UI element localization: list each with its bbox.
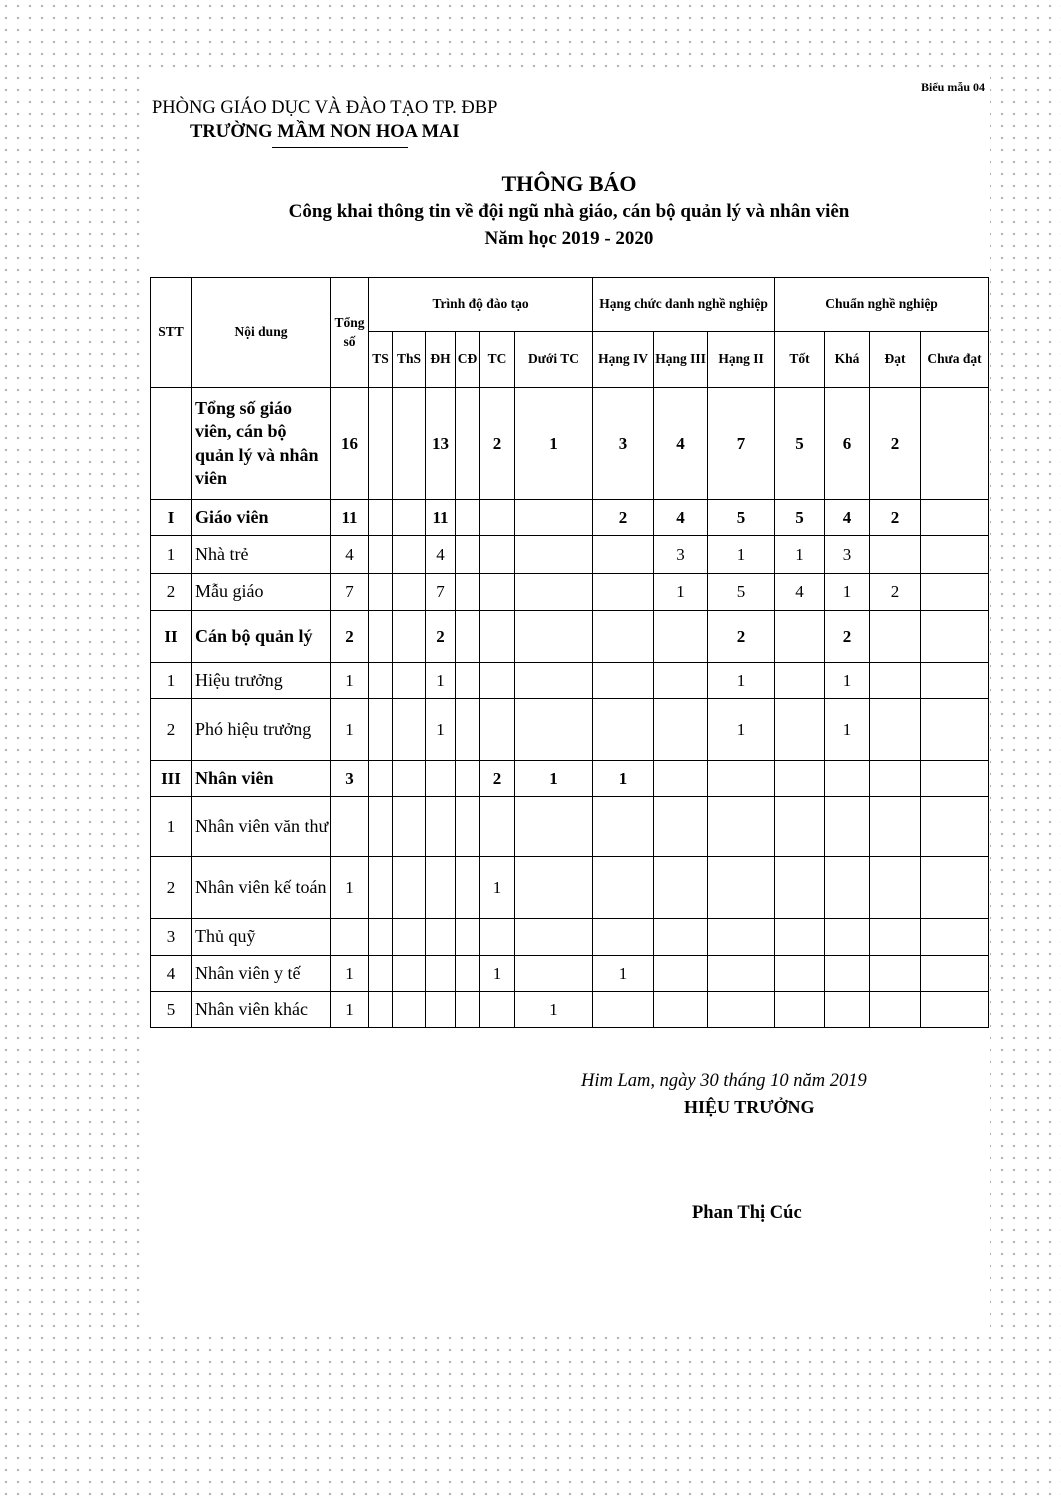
cell-hang-iv	[593, 663, 654, 699]
cell-dat	[870, 663, 921, 699]
cell-hang-ii: 1	[708, 699, 775, 761]
cell-dh: 13	[426, 388, 456, 500]
cell-total: 11	[331, 500, 369, 536]
cell-dat	[870, 857, 921, 919]
cell-hang-iv	[593, 536, 654, 574]
cell-ths	[393, 388, 426, 500]
cell-content: Cán bộ quản lý	[192, 611, 331, 663]
cell-ths	[393, 536, 426, 574]
table-row	[151, 388, 989, 500]
place-date: Him Lam, ngày 30 tháng 10 năm 2019	[581, 1071, 867, 1091]
school-year: Năm học 2019 - 2020	[484, 228, 654, 249]
table-row	[151, 663, 989, 699]
cell-hang-iii	[654, 992, 708, 1028]
cell-ths	[393, 761, 426, 797]
cell-ts	[369, 857, 393, 919]
cell-tc	[480, 663, 515, 699]
cell-tc: 1	[480, 956, 515, 992]
cell-tc	[480, 611, 515, 663]
cell-hang-iv: 1	[593, 956, 654, 992]
cell-tot	[775, 956, 825, 992]
cell-hang-ii: 5	[708, 574, 775, 611]
cell-ths	[393, 663, 426, 699]
cell-stt: 2	[151, 574, 192, 611]
table-row	[151, 699, 989, 761]
cell-kha: 1	[825, 663, 870, 699]
cell-chua-dat	[921, 992, 989, 1028]
cell-hang-ii	[708, 857, 775, 919]
cell-tot	[775, 857, 825, 919]
header-training: Trình độ đào tạo	[369, 278, 593, 332]
cell-ths	[393, 797, 426, 857]
cell-ts	[369, 992, 393, 1028]
header-hang-iv: Hạng IV	[593, 332, 654, 388]
cell-chua-dat	[921, 699, 989, 761]
cell-tc	[480, 536, 515, 574]
cell-dat	[870, 611, 921, 663]
cell-stt: 1	[151, 663, 192, 699]
cell-hang-iv: 3	[593, 388, 654, 500]
cell-tot: 4	[775, 574, 825, 611]
cell-hang-iv: 2	[593, 500, 654, 536]
cell-chua-dat	[921, 663, 989, 699]
cell-ths	[393, 611, 426, 663]
cell-dat: 2	[870, 500, 921, 536]
cell-dat	[870, 536, 921, 574]
cell-tc	[480, 919, 515, 956]
cell-ts	[369, 761, 393, 797]
cell-hang-iii: 4	[654, 500, 708, 536]
cell-tot: 5	[775, 500, 825, 536]
header-duoi-tc: Dưới TC	[515, 332, 593, 388]
header-tc: TC	[480, 332, 515, 388]
cell-dh	[426, 919, 456, 956]
cell-tot	[775, 699, 825, 761]
cell-ts	[369, 919, 393, 956]
cell-dh: 1	[426, 663, 456, 699]
cell-chua-dat	[921, 797, 989, 857]
table-row	[151, 956, 989, 992]
cell-dat: 2	[870, 574, 921, 611]
cell-chua-dat	[921, 956, 989, 992]
cell-hang-iv	[593, 699, 654, 761]
cell-hang-ii: 7	[708, 388, 775, 500]
cell-hang-ii: 2	[708, 611, 775, 663]
cell-chua-dat	[921, 761, 989, 797]
cell-hang-iv: 1	[593, 761, 654, 797]
cell-stt: 1	[151, 797, 192, 857]
header-kha: Khá	[825, 332, 870, 388]
cell-hang-ii: 1	[708, 536, 775, 574]
cell-tot	[775, 611, 825, 663]
cell-dh	[426, 797, 456, 857]
cell-kha: 3	[825, 536, 870, 574]
cell-kha: 1	[825, 699, 870, 761]
cell-tc: 2	[480, 388, 515, 500]
cell-hang-ii	[708, 956, 775, 992]
cell-total: 1	[331, 699, 369, 761]
cell-hang-ii: 5	[708, 500, 775, 536]
cell-hang-iii: 3	[654, 536, 708, 574]
cell-duoi-tc	[515, 500, 593, 536]
cell-hang-iii	[654, 699, 708, 761]
cell-hang-iv	[593, 574, 654, 611]
table-row	[151, 992, 989, 1028]
cell-ths	[393, 956, 426, 992]
cell-stt: 2	[151, 699, 192, 761]
cell-cd	[456, 956, 480, 992]
cell-hang-iii	[654, 663, 708, 699]
cell-stt: III	[151, 761, 192, 797]
cell-duoi-tc	[515, 663, 593, 699]
table-row	[151, 857, 989, 919]
cell-tot	[775, 919, 825, 956]
cell-hang-iii: 1	[654, 574, 708, 611]
cell-duoi-tc: 1	[515, 761, 593, 797]
header-hang-ii: Hạng II	[708, 332, 775, 388]
cell-kha: 6	[825, 388, 870, 500]
cell-ts	[369, 699, 393, 761]
cell-stt: 3	[151, 919, 192, 956]
cell-stt: I	[151, 500, 192, 536]
cell-total	[331, 919, 369, 956]
header-total: Tổng số	[331, 278, 369, 388]
header-hang-iii: Hạng III	[654, 332, 708, 388]
cell-content: Hiệu trưởng	[192, 663, 331, 699]
cell-content: Mẫu giáo	[192, 574, 331, 611]
cell-content: Nhân viên văn thư	[192, 797, 331, 857]
cell-cd	[456, 500, 480, 536]
cell-cd	[456, 699, 480, 761]
header-dh: ĐH	[426, 332, 456, 388]
cell-total: 1	[331, 956, 369, 992]
table-row	[151, 536, 989, 574]
cell-hang-ii	[708, 797, 775, 857]
cell-total: 1	[331, 663, 369, 699]
header-chua-dat: Chưa đạt	[921, 332, 989, 388]
cell-dh	[426, 857, 456, 919]
cell-hang-iv	[593, 611, 654, 663]
table-row	[151, 761, 989, 797]
cell-duoi-tc	[515, 536, 593, 574]
school-underline	[272, 147, 408, 148]
cell-tot	[775, 797, 825, 857]
cell-tc	[480, 574, 515, 611]
cell-hang-iii	[654, 857, 708, 919]
cell-stt: II	[151, 611, 192, 663]
cell-kha: 4	[825, 500, 870, 536]
table-row	[151, 500, 989, 536]
header-standard: Chuẩn nghề nghiệp	[775, 278, 989, 332]
table-row	[151, 797, 989, 857]
cell-content: Giáo viên	[192, 500, 331, 536]
cell-ts	[369, 797, 393, 857]
table-row	[151, 574, 989, 611]
staff-table	[150, 277, 989, 1028]
cell-duoi-tc	[515, 956, 593, 992]
cell-dat	[870, 761, 921, 797]
cell-cd	[456, 797, 480, 857]
cell-total: 4	[331, 536, 369, 574]
cell-stt	[151, 388, 192, 500]
cell-tc	[480, 992, 515, 1028]
cell-kha	[825, 761, 870, 797]
table-row	[151, 611, 989, 663]
cell-ts	[369, 611, 393, 663]
cell-dh: 7	[426, 574, 456, 611]
cell-content: Thủ quỹ	[192, 919, 331, 956]
cell-hang-iii	[654, 919, 708, 956]
cell-ths	[393, 500, 426, 536]
cell-dh: 4	[426, 536, 456, 574]
cell-tot: 1	[775, 536, 825, 574]
header-dat: Đạt	[870, 332, 921, 388]
header-rank: Hạng chức danh nghề nghiệp	[593, 278, 775, 332]
cell-tot	[775, 761, 825, 797]
cell-kha	[825, 797, 870, 857]
cell-hang-ii	[708, 761, 775, 797]
cell-ts	[369, 500, 393, 536]
cell-ths	[393, 919, 426, 956]
table-body	[151, 388, 989, 1028]
cell-hang-iii	[654, 956, 708, 992]
cell-kha: 2	[825, 611, 870, 663]
cell-hang-iv	[593, 857, 654, 919]
cell-ths	[393, 574, 426, 611]
cell-hang-iv	[593, 919, 654, 956]
cell-cd	[456, 574, 480, 611]
cell-total: 7	[331, 574, 369, 611]
school-name: TRƯỜNG MẦM NON HOA MAI	[190, 122, 460, 142]
cell-kha	[825, 956, 870, 992]
cell-duoi-tc: 1	[515, 388, 593, 500]
cell-chua-dat	[921, 611, 989, 663]
cell-stt: 2	[151, 857, 192, 919]
cell-total: 1	[331, 992, 369, 1028]
cell-tc	[480, 500, 515, 536]
cell-hang-iv	[593, 797, 654, 857]
cell-ths	[393, 857, 426, 919]
cell-stt: 4	[151, 956, 192, 992]
cell-cd	[456, 388, 480, 500]
header-ts: TS	[369, 332, 393, 388]
cell-content: Phó hiệu trưởng	[192, 699, 331, 761]
cell-tc: 1	[480, 857, 515, 919]
cell-chua-dat	[921, 500, 989, 536]
cell-total: 16	[331, 388, 369, 500]
cell-total	[331, 797, 369, 857]
cell-chua-dat	[921, 388, 989, 500]
cell-ts	[369, 388, 393, 500]
document-subtitle: Công khai thông tin về đội ngũ nhà giáo, cán bộ quản lý và nhân viên	[288, 201, 850, 222]
cell-ths	[393, 992, 426, 1028]
cell-hang-iii	[654, 611, 708, 663]
cell-tc	[480, 699, 515, 761]
cell-chua-dat	[921, 919, 989, 956]
cell-cd	[456, 919, 480, 956]
cell-cd	[456, 992, 480, 1028]
cell-chua-dat	[921, 574, 989, 611]
cell-dat	[870, 992, 921, 1028]
cell-content: Nhân viên	[192, 761, 331, 797]
cell-dat	[870, 699, 921, 761]
cell-dh: 1	[426, 699, 456, 761]
cell-dh	[426, 761, 456, 797]
cell-dh: 11	[426, 500, 456, 536]
cell-kha	[825, 992, 870, 1028]
cell-hang-iii	[654, 797, 708, 857]
header-stt: STT	[151, 278, 192, 388]
cell-dat	[870, 919, 921, 956]
cell-stt: 5	[151, 992, 192, 1028]
cell-dh	[426, 992, 456, 1028]
department-name: PHÒNG GIÁO DỤC VÀ ĐÀO TẠO TP. ĐBP	[152, 98, 498, 118]
cell-tc: 2	[480, 761, 515, 797]
cell-content: Nhân viên khác	[192, 992, 331, 1028]
signer-role: HIỆU TRƯỞNG	[684, 1097, 815, 1117]
cell-tot	[775, 663, 825, 699]
document-title: THÔNG BÁO	[501, 171, 637, 196]
cell-ts	[369, 536, 393, 574]
cell-content: Tổng số giáo viên, cán bộ quản lý và nhân viên	[192, 388, 331, 500]
cell-dat	[870, 956, 921, 992]
cell-cd	[456, 761, 480, 797]
cell-hang-iv	[593, 992, 654, 1028]
signer-name: Phan Thị Cúc	[692, 1203, 802, 1223]
header-ths: ThS	[393, 332, 426, 388]
cell-ts	[369, 956, 393, 992]
cell-chua-dat	[921, 536, 989, 574]
cell-hang-iii: 4	[654, 388, 708, 500]
table-row	[151, 919, 989, 956]
cell-dat	[870, 797, 921, 857]
cell-ths	[393, 699, 426, 761]
cell-duoi-tc: 1	[515, 992, 593, 1028]
header-tot: Tốt	[775, 332, 825, 388]
cell-hang-ii	[708, 919, 775, 956]
cell-content: Nhân viên y tế	[192, 956, 331, 992]
cell-stt: 1	[151, 536, 192, 574]
header-cd: CĐ	[456, 332, 480, 388]
table-header	[151, 278, 989, 388]
cell-duoi-tc	[515, 611, 593, 663]
cell-total: 3	[331, 761, 369, 797]
cell-dh	[426, 956, 456, 992]
cell-tot: 5	[775, 388, 825, 500]
cell-duoi-tc	[515, 857, 593, 919]
form-number: Biểu mẫu 04	[920, 80, 985, 94]
cell-duoi-tc	[515, 699, 593, 761]
cell-duoi-tc	[515, 919, 593, 956]
cell-total: 2	[331, 611, 369, 663]
cell-content: Nhà trẻ	[192, 536, 331, 574]
cell-hang-ii: 1	[708, 663, 775, 699]
cell-cd	[456, 536, 480, 574]
cell-cd	[456, 663, 480, 699]
cell-hang-iii	[654, 761, 708, 797]
header-content: Nội dung	[192, 278, 331, 388]
cell-cd	[456, 611, 480, 663]
cell-dh: 2	[426, 611, 456, 663]
cell-tot	[775, 992, 825, 1028]
cell-kha	[825, 919, 870, 956]
cell-duoi-tc	[515, 574, 593, 611]
cell-kha	[825, 857, 870, 919]
cell-ts	[369, 574, 393, 611]
cell-dat: 2	[870, 388, 921, 500]
cell-tc	[480, 797, 515, 857]
cell-hang-ii	[708, 992, 775, 1028]
cell-chua-dat	[921, 857, 989, 919]
cell-duoi-tc	[515, 797, 593, 857]
cell-ts	[369, 663, 393, 699]
cell-cd	[456, 857, 480, 919]
cell-content: Nhân viên kế toán	[192, 857, 331, 919]
cell-kha: 1	[825, 574, 870, 611]
cell-total: 1	[331, 857, 369, 919]
